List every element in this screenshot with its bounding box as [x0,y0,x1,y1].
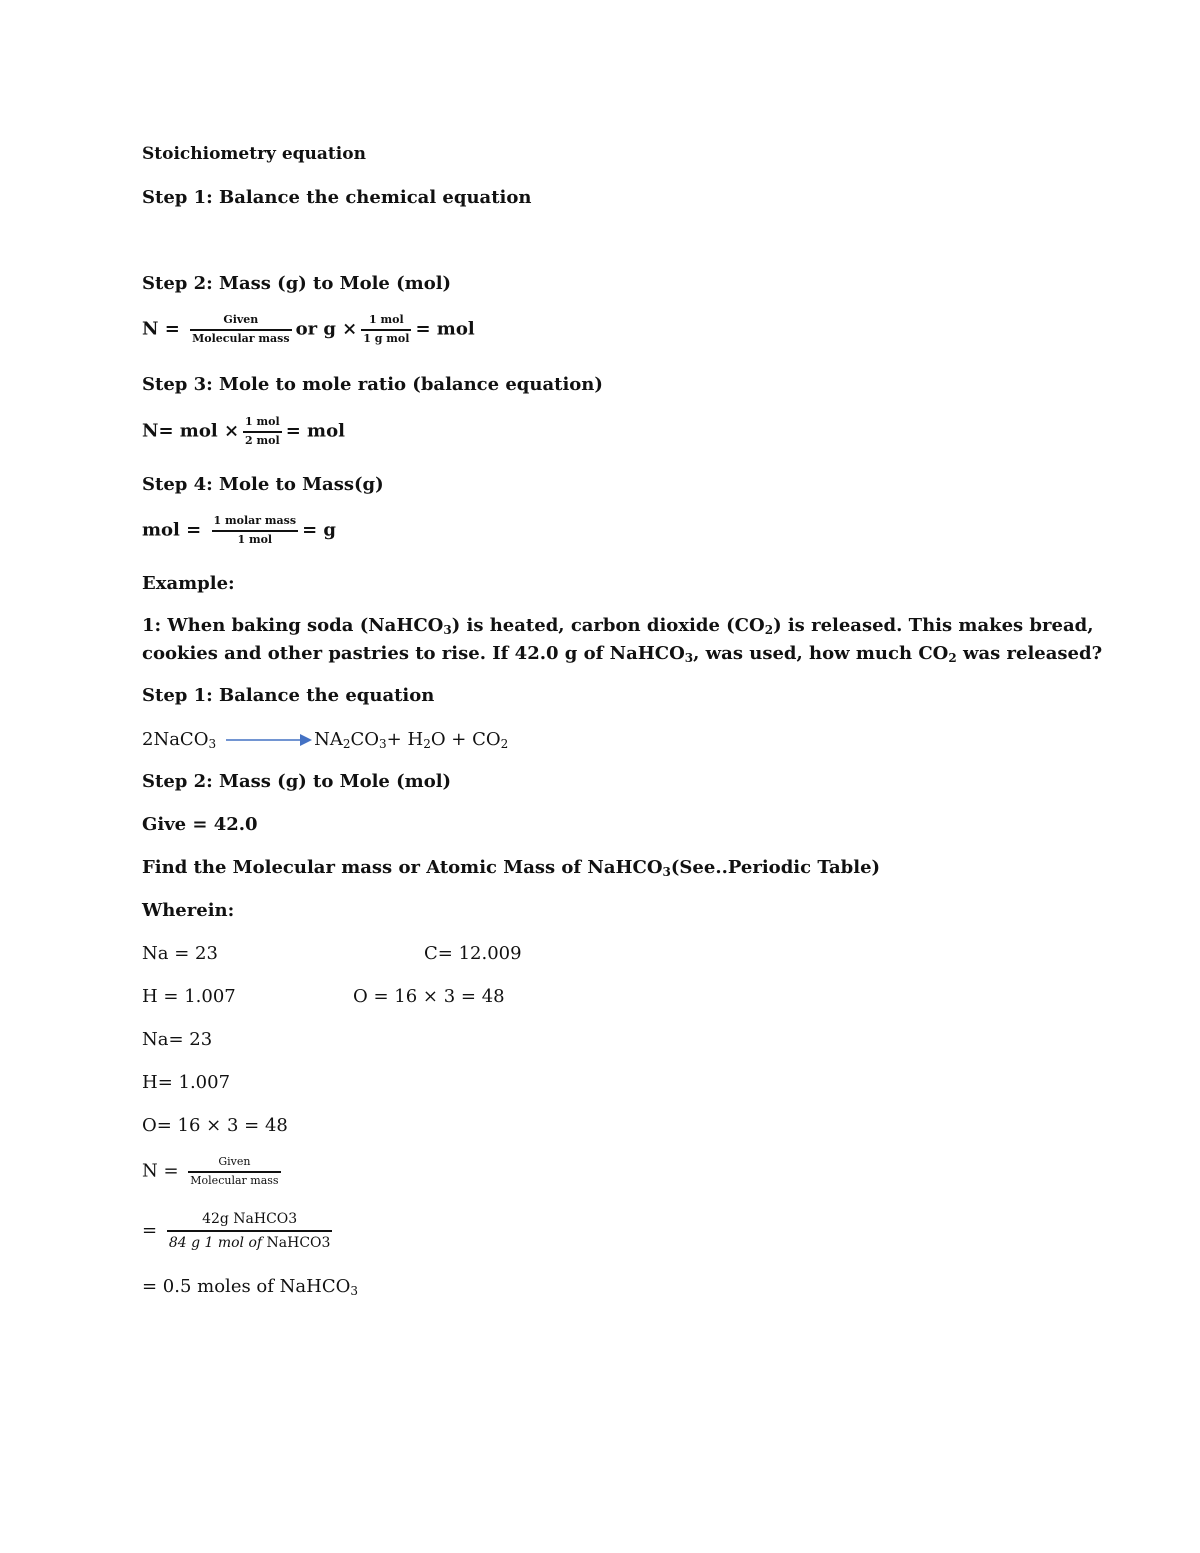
eq2-rhs: = mol [415,318,475,340]
denominator-part: 84 g 1 mol of [168,1235,263,1252]
eq4-rhs: = g [302,519,336,541]
fraction-denominator: 2 mol [245,433,280,447]
equation-n [142,1156,285,1187]
example-heading: Example: [142,573,235,594]
fraction-mole-ratio [243,416,282,447]
reactant: 2NaCO [142,729,209,750]
general-step-4: Step 4: Mole to Mass(g) [142,474,384,495]
find-molecular-mass [142,859,880,877]
general-step-1: Step 1: Balance the chemical equation [142,187,532,208]
equation-mole-to-mass [142,515,336,546]
subscript: 2 [948,651,957,665]
find-text: Find the Molecular mass or Atomic Mass of NaHCO [142,857,663,878]
problem-text: , was used, how much CO [693,643,949,664]
fraction-numerator: Given [190,314,291,331]
subscript: 2 [764,623,774,637]
general-step-2: Step 2: Mass (g) to Mole (mol) [142,273,452,294]
subscript: 3 [684,651,694,665]
subscript: 2 [500,737,509,751]
problem-text: ) is heated, carbon dioxide (CO [451,615,765,636]
product: O + CO [430,729,501,750]
given-value: Give = 42.0 [142,814,258,835]
example-problem-line-1 [142,617,1093,635]
eq4-lhs: mol = [142,519,208,541]
mass-o: O = 16 × 3 = 48 [353,986,505,1007]
fraction-denominator [167,1232,333,1251]
example-problem-line-2 [142,645,1102,663]
eqN-lhs: N = [142,1160,185,1182]
denominator-part: NaHCO3 [262,1235,331,1252]
equation-mole-ratio [142,416,345,447]
eq2-lhs: N = [142,318,187,340]
eq3-rhs: = mol [285,420,345,442]
eqCalc-lhs: = [142,1220,163,1242]
subscript: 3 [662,865,671,879]
mass-o-2: O= 16 × 3 = 48 [142,1115,288,1136]
problem-text: ) is released. This makes bread, [773,615,1094,636]
mass-h: H = 1.007 [142,986,236,1007]
fraction-numerator: 42g NaHCO3 [167,1211,333,1232]
fraction-denominator: 1 mol [237,532,273,546]
subscript: 3 [443,623,452,637]
general-step-3: Step 3: Mole to mole ratio (balance equation) [142,374,603,395]
fraction-denominator: Molecular mass [190,1173,279,1187]
fraction-calculation [167,1211,333,1251]
mass-h-2: H= 1.007 [142,1072,231,1093]
mass-c: C= 12.009 [424,943,522,964]
document-title: Stoichiometry equation [142,144,366,164]
product: NA [314,729,343,750]
subscript: 3 [379,737,387,751]
example-step-2: Step 2: Mass (g) to Mole (mol) [142,771,452,792]
fraction-numerator: 1 mol [361,314,411,331]
equation-calculation [142,1211,336,1251]
mass-na: Na = 23 [142,943,218,964]
result-line [142,1278,358,1296]
find-text: (See..Periodic Table) [670,857,881,878]
subscript: 3 [350,1284,358,1298]
fraction-mol-over-g-mol [361,314,411,345]
fraction-denominator: Molecular mass [192,331,290,345]
eq3-lhs: N= mol × [142,420,240,442]
fraction-numerator: 1 molar mass [212,515,299,532]
wherein-label: Wherein: [142,900,235,921]
subscript: 2 [423,737,431,751]
subscript: 2 [342,737,351,751]
product: CO [350,729,380,750]
problem-text: 1: When baking soda (NaHCO [142,615,444,636]
fraction-given-over-molecular-mass [190,314,291,345]
result-text: = 0.5 moles of NaHCO [142,1276,351,1297]
product: + H [386,729,424,750]
chemical-reaction [142,731,508,749]
problem-text: cookies and other pastries to rise. If 42.0 g of NaHCO [142,643,685,664]
mass-na-2: Na= 23 [142,1029,213,1050]
subscript: 3 [208,737,217,751]
problem-text: was released? [956,643,1103,664]
fraction-numerator: 1 mol [243,416,282,433]
equation-mass-to-mole [142,314,475,345]
reaction-arrow-icon [226,733,312,747]
fraction-numerator: Given [188,1156,280,1173]
fraction-given-over-molecular-mass [188,1156,280,1187]
eq2-middle: or g × [295,318,358,340]
fraction-denominator: 1 g mol [363,331,410,345]
example-step-1: Step 1: Balance the equation [142,685,435,706]
fraction-molar-mass [212,515,299,546]
